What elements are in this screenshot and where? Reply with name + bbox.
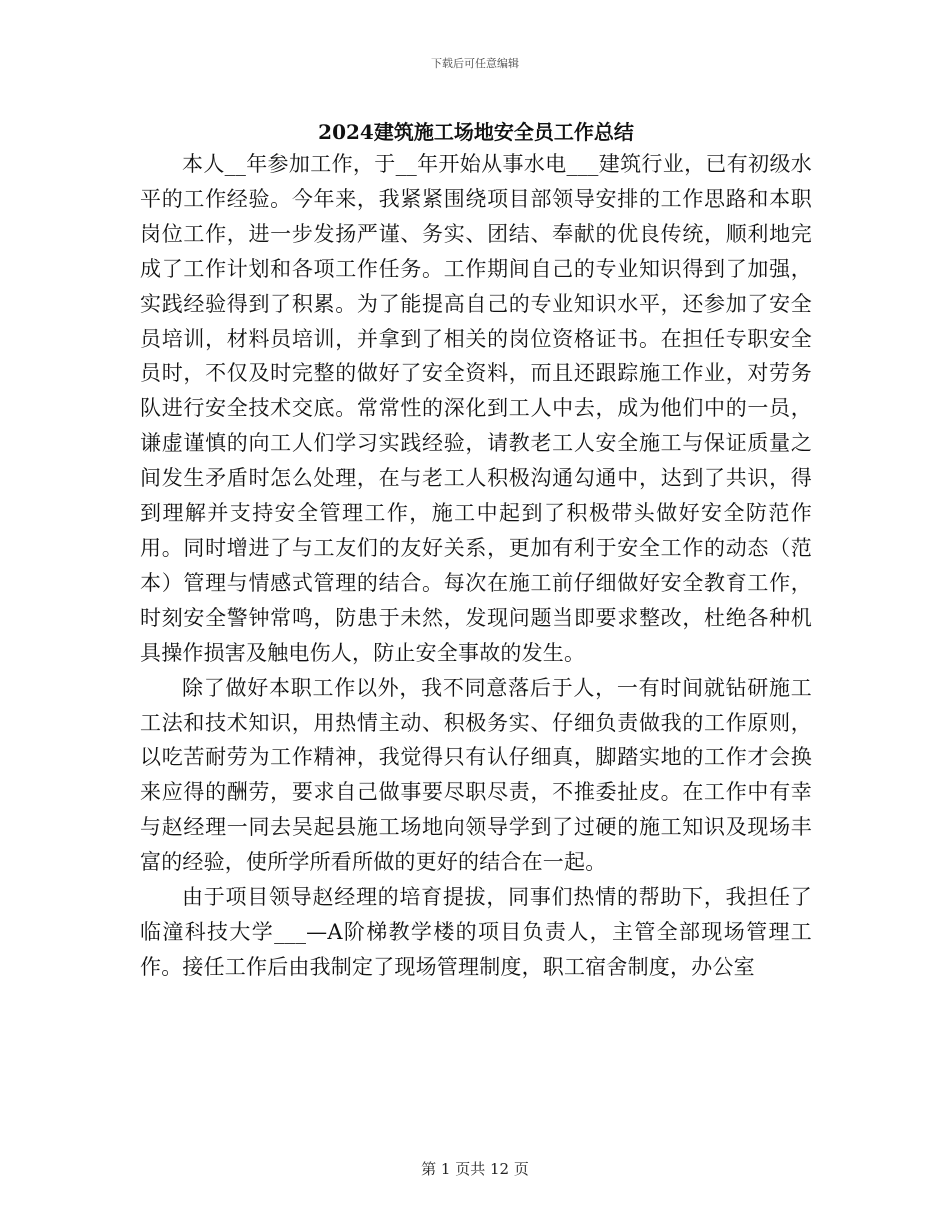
download-note: 下载后可任意编辑 [431,57,519,70]
document-title: 2024建筑施工场地安全员工作总结 [318,120,634,144]
page-number: 第 1 页共 12 页 [421,1160,529,1178]
document-body [140,147,812,985]
body-paragraph-2: 除了做好本职工作以外，我不同意落后于人，一有时间就钻研施工工法和技术知识，用热情主动、积极务实、仔细负责做我的工作原则，以吃苦耐劳为工作精神，我觉得只有认仔细真，脚踏实地的工作才会换来应得的酬劳，要求自己做事要尽职尽责，不推委扯皮。在工作中有幸与赵经理一同去吴起县施工场地向领导学到了过硬的施工知识及现场丰富的经验，使所学所看所做的更好的结合在一起。 [140,675,812,875]
body-paragraph-1: 本人__年参加工作，于__年开始从事水电___建筑行业，已有初级水平的工作经验。今年来，我紧紧围绕项目部领导安排的工作思路和本职岗位工作，进一步发扬严谨、务实、团结、奉献的优良传统，顺利地完成了工作计划和各项工作任务。工作期间自己的专业知识得到了加强，实践经验得到了积累。为了能提高自己的专业知识水平，还参加了安全员培训，材料员培训，并拿到了相关的岗位资格证书。在担任专职安全员时，不仅及时完整的做好了安全资料，而且还跟踪施工作业，对劳务队进行安全技术交底。常常性的深化到工人中去，成为他们中的一员，谦虚谨慎的向工人们学习实践经验，请教老工人安全施工与保证质量之间发生矛盾时怎么处理，在与老工人积极沟通勾通中，达到了共识，得到理解并支持安全管理工作，施工中起到了积极带头做好安全防范作用。同时增进了与工友们的友好关系，更加有利于安全工作的动态（范本）管理与情感式管理的结合。每次在施工前仔细做好安全教育工作，时刻安全警钟常鸣，防患于未然，发现问题当即要求整改，杜绝各种机具操作损害及触电伤人，防止安全事故的发生。 [140,152,812,665]
body-paragraph-3: 由于项目领导赵经理的培育提拔，同事们热情的帮助下，我担任了临潼科技大学___—A阶梯教学楼的项目负责人，主管全部现场管理工作。接任工作后由我制定了现场管理制度，职工宿舍制度，办公室 [140,885,812,979]
